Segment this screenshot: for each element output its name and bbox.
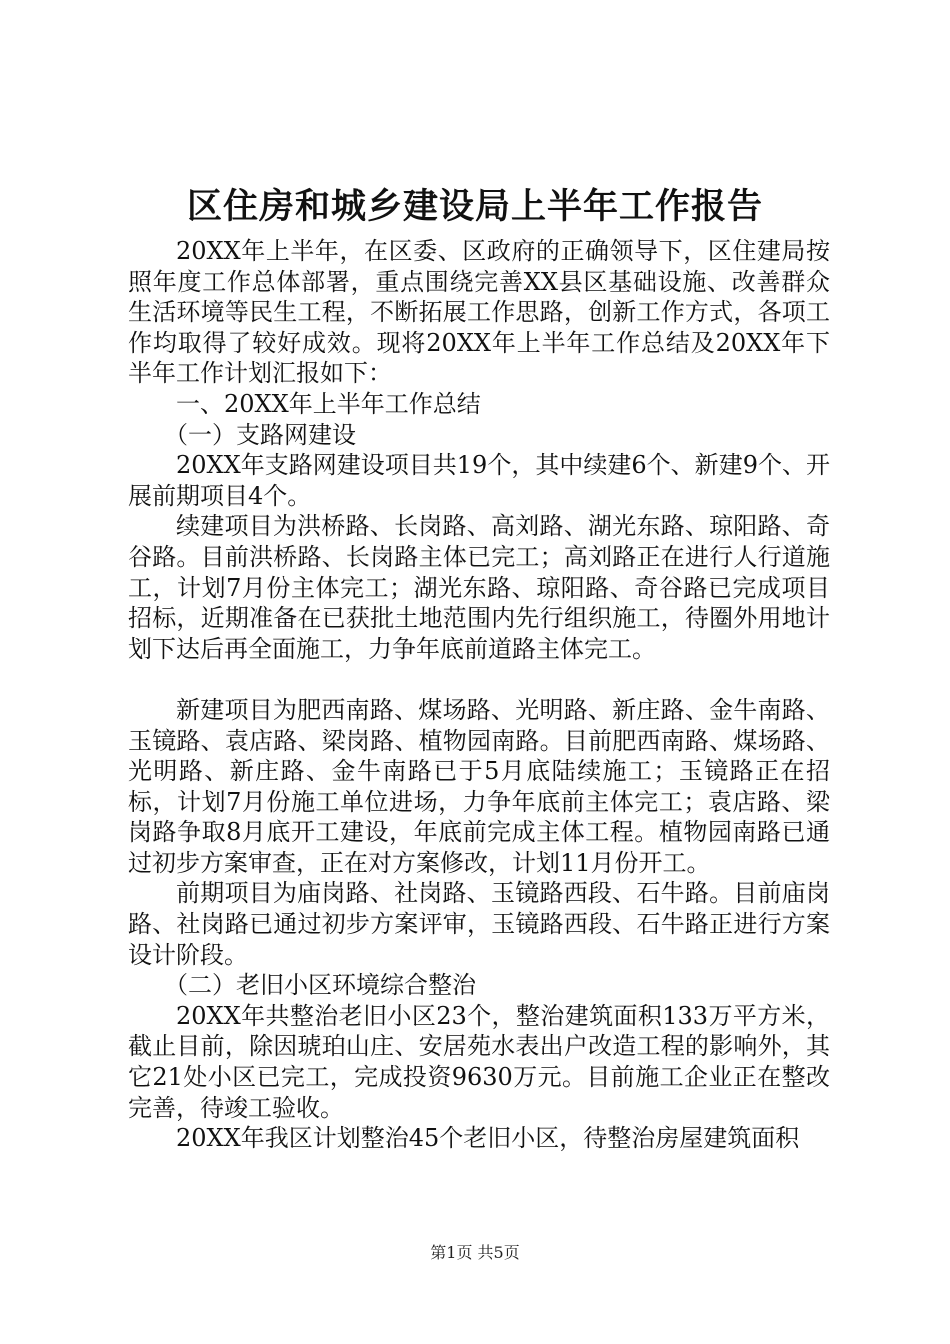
subsection-heading-2: （二）老旧小区环境综合整治	[164, 971, 476, 1000]
paragraph-spacer	[128, 664, 830, 695]
document-title: 区住房和城乡建设局上半年工作报告	[186, 187, 763, 227]
paragraph-preliminary-projects: 前期项目为庙岗路、社岗路、玉镜路西段、石牛路。目前庙岗路、社岗路已通过初步方案评审，玉镜路西段、石牛路正进行方案设计阶段。	[128, 879, 830, 969]
paragraph-intro: 20XX年上半年，在区委、区政府的正确领导下，区住建局按照年度工作总体部署，重点围绕完善XX县区基础设施、改善群众生活环境等民生工程，不断拓展工作思路，创新工作方式，各项工作均取得了较好成效。现将20XX年上半年工作总结及20XX年下半年工作计划汇报如下：	[128, 237, 830, 388]
section-heading-1: 一、20XX年上半年工作总结	[176, 389, 481, 418]
document-body	[128, 236, 830, 1154]
paragraph-new-projects: 新建项目为肥西南路、煤场路、光明路、新庄路、金牛南路、玉镜路、袁店路、梁岗路、植物园南路。目前肥西南路、煤场路、光明路、新庄路、金牛南路已于5月底陆续施工；玉镜路正在招标，计划7月份施工单位进场，力争年底前主体完工；袁店路、梁岗路争取8月底开工建设，年底前完成主体工程。植物园南路已通过初步方案审查，正在对方案修改，计划11月份开工。	[128, 695, 830, 877]
paragraph-road-network-summary: 20XX年支路网建设项目共19个，其中续建6个、新建9个、开展前期项目4个。	[128, 451, 830, 510]
subsection-heading-1: （一）支路网建设	[164, 420, 356, 449]
paragraph-continued-projects: 续建项目为洪桥路、长岗路、高刘路、湖光东路、琼阳路、奇谷路。目前洪桥路、长岗路主体已完工；高刘路正在进行人行道施工，计划7月份主体完工；湖光东路、琼阳路、奇谷路已完成项目招标，近期准备在已获批土地范围内先行组织施工，待圈外用地计划下达后再全面施工，力争年底前道路主体完工。	[128, 512, 830, 663]
paragraph-renovation-plan: 20XX年我区计划整治45个老旧小区，待整治房屋建筑面积	[176, 1124, 800, 1153]
page-footer: 第1页 共5页	[430, 1243, 520, 1262]
paragraph-old-community-renovation: 20XX年共整治老旧小区23个，整治建筑面积133万平方米，截止目前，除因琥珀山庄、安居苑水表出户改造工程的影响外，其它21处小区已完工，完成投资9630万元。目前施工企业正在整改完善，待竣工验收。	[128, 1001, 830, 1122]
